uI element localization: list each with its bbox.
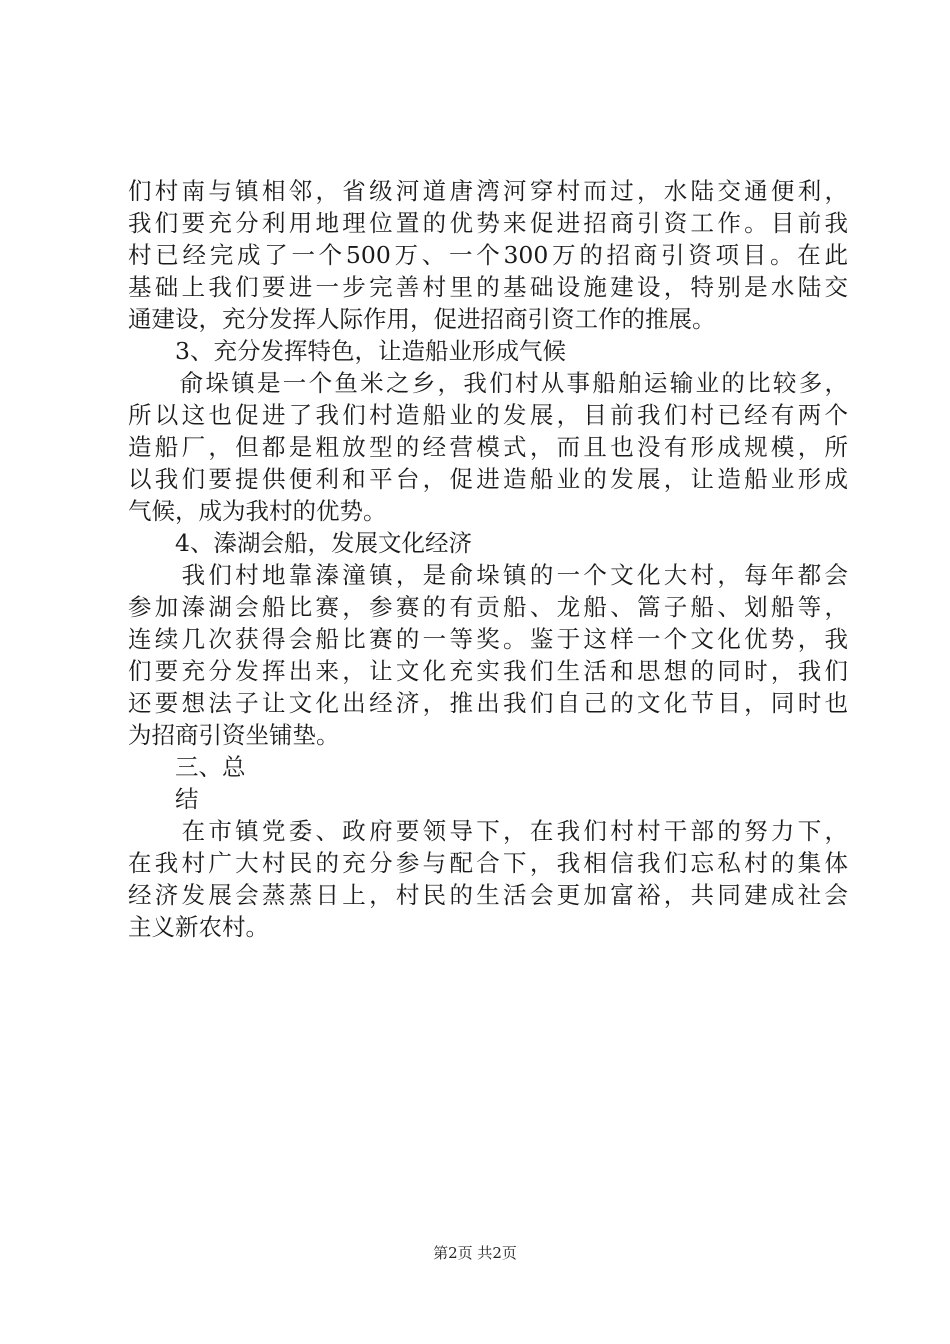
text-line: 所以这也促进了我们村造船业的发展，目前我们村已经有两个 <box>128 401 848 429</box>
text-line: 我们村地靠溱潼镇，是俞垛镇的一个文化大村，每年都会 <box>128 561 848 589</box>
text-line: 基础上我们要进一步完善村里的基础设施建设，特别是水陆交 <box>128 273 848 301</box>
text-line: 村已经完成了一个500万、一个300万的招商引资项目。在此 <box>128 241 848 269</box>
text-line: 参加溱湖会船比赛，参赛的有贡船、龙船、篙子船、划船等， <box>128 593 848 621</box>
text-line: 在市镇党委、政府要领导下，在我们村村干部的努力下， <box>128 817 848 845</box>
text-line: 还要想法子让文化出经济，推出我们自己的文化节目，同时也 <box>128 689 848 717</box>
section-heading: 结 <box>128 785 199 813</box>
text-line: 通建设，充分发挥人际作用，促进招商引资工作的推展。 <box>128 305 716 333</box>
section-heading: 3、充分发挥特色，让造船业形成气候 <box>128 337 566 365</box>
document-body <box>128 175 848 943</box>
page-number-footer: 第2页 共2页 <box>433 1244 517 1262</box>
text-line: 主义新农村。 <box>128 913 269 941</box>
text-line: 们要充分发挥出来，让文化充实我们生活和思想的同时，我们 <box>128 657 848 685</box>
text-line: 以我们要提供便利和平台，促进造船业的发展，让造船业形成 <box>128 465 848 493</box>
text-line: 连续几次获得会船比赛的一等奖。鉴于这样一个文化优势，我 <box>128 625 848 653</box>
section-heading: 4、溱湖会船，发展文化经济 <box>128 529 472 557</box>
text-line: 俞垛镇是一个鱼米之乡，我们村从事船舶运输业的比较多， <box>128 369 848 397</box>
section-heading: 三、总 <box>128 753 246 781</box>
text-line: 我们要充分利用地理位置的优势来促进招商引资工作。目前我 <box>128 209 848 237</box>
text-line: 在我村广大村民的充分参与配合下，我相信我们忘私村的集体 <box>128 849 848 877</box>
text-line: 为招商引资坐铺垫。 <box>128 721 340 749</box>
text-line: 气候，成为我村的优势。 <box>128 497 387 525</box>
text-line: 造船厂，但都是粗放型的经营模式，而且也没有形成规模，所 <box>128 433 848 461</box>
text-line: 经济发展会蒸蒸日上，村民的生活会更加富裕，共同建成社会 <box>128 881 848 909</box>
text-line: 们村南与镇相邻，省级河道唐湾河穿村而过，水陆交通便利， <box>128 177 848 205</box>
